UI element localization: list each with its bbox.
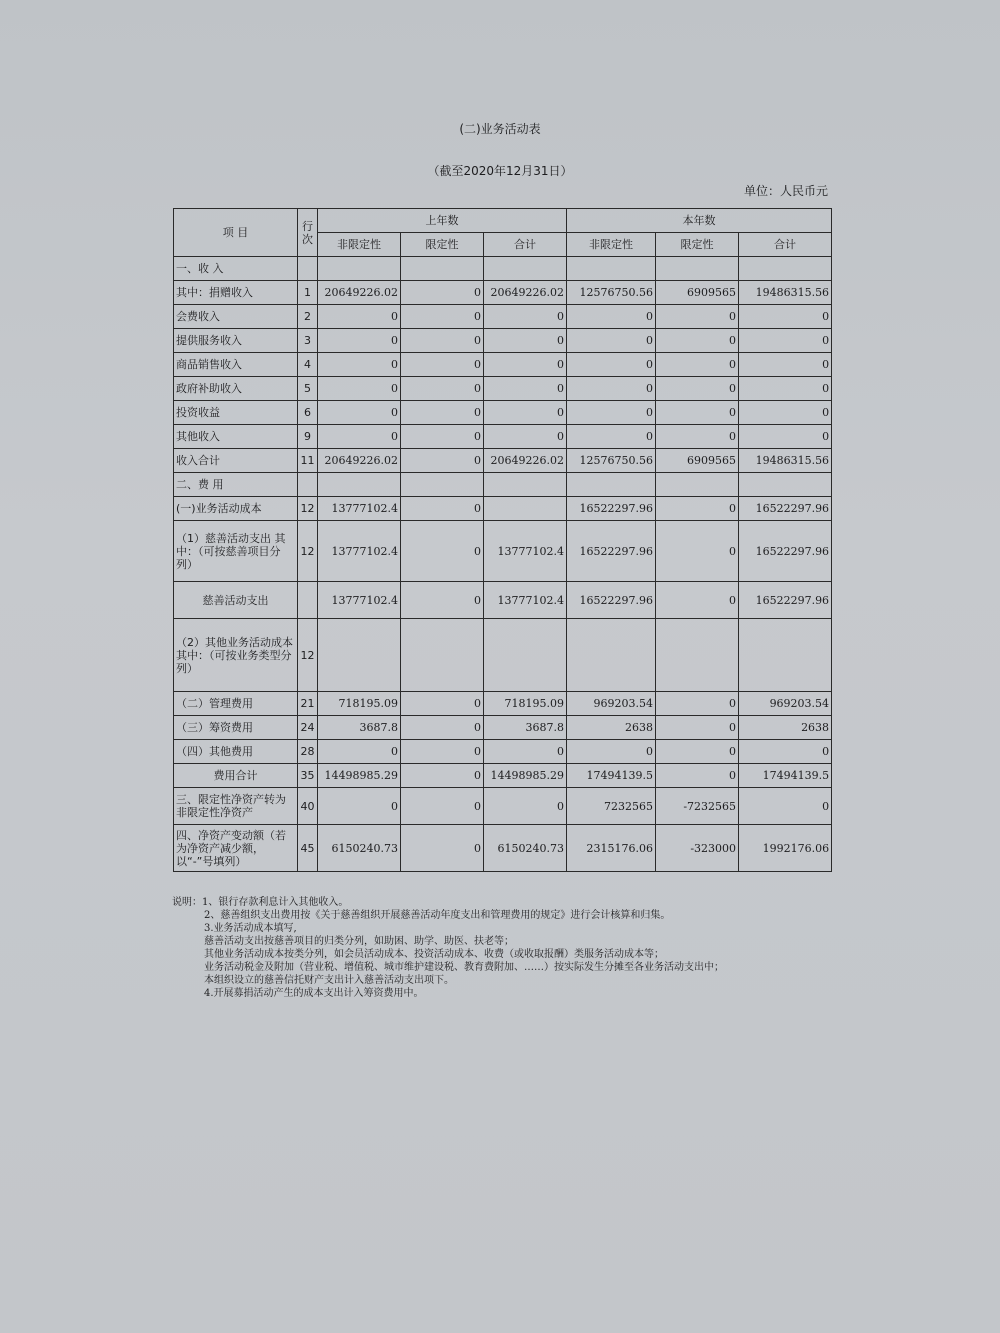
cell-prev-unrestricted: 0: [318, 305, 401, 329]
row-label: 政府补助收入: [174, 377, 298, 401]
table-row: [174, 619, 832, 692]
cell-prev-unrestricted: 0: [318, 740, 401, 764]
cell-this-restricted: 6909565: [656, 449, 739, 473]
table-row: [174, 716, 832, 740]
cell-this-total: 0: [739, 377, 832, 401]
row-line-no: [298, 582, 318, 619]
row-label: 一、收 入: [174, 257, 298, 281]
cell-this-restricted: 0: [656, 497, 739, 521]
cell-this-unrestricted: 0: [567, 353, 656, 377]
cell-this-total: 1992176.06: [739, 825, 832, 872]
row-line-no: 12: [298, 497, 318, 521]
cell-prev-total: 0: [484, 401, 567, 425]
cell-prev-unrestricted: [318, 619, 401, 692]
cell-this-total: 0: [739, 788, 832, 825]
row-label: （二）管理费用: [174, 692, 298, 716]
cell-this-restricted: 0: [656, 582, 739, 619]
cell-prev-unrestricted: 13777102.4: [318, 582, 401, 619]
cell-this-unrestricted: [567, 619, 656, 692]
cell-prev-total: 0: [484, 740, 567, 764]
cell-this-restricted: 6909565: [656, 281, 739, 305]
cell-this-total: [739, 473, 832, 497]
row-label: 会费收入: [174, 305, 298, 329]
table-row: [174, 305, 832, 329]
table-row: [174, 281, 832, 305]
cell-prev-unrestricted: [318, 257, 401, 281]
cell-prev-total: 0: [484, 353, 567, 377]
activity-statement-table: [173, 208, 832, 872]
cell-this-unrestricted: 16522297.96: [567, 521, 656, 582]
table-row: [174, 692, 832, 716]
cell-this-restricted: 0: [656, 764, 739, 788]
cell-prev-restricted: 0: [401, 329, 484, 353]
row-label: （三）筹资费用: [174, 716, 298, 740]
row-line-no: [298, 473, 318, 497]
cell-this-restricted: 0: [656, 305, 739, 329]
cell-prev-restricted: 0: [401, 740, 484, 764]
row-line-no: 4: [298, 353, 318, 377]
cell-prev-unrestricted: 0: [318, 329, 401, 353]
row-label: 提供服务收入: [174, 329, 298, 353]
header-prev-year: 上年数: [318, 209, 567, 233]
cell-prev-restricted: 0: [401, 764, 484, 788]
row-label: 商品销售收入: [174, 353, 298, 377]
cell-prev-total: [484, 619, 567, 692]
cell-prev-restricted: 0: [401, 377, 484, 401]
cell-this-unrestricted: 0: [567, 425, 656, 449]
cell-this-unrestricted: 969203.54: [567, 692, 656, 716]
row-line-no: 2: [298, 305, 318, 329]
cell-this-unrestricted: 2638: [567, 716, 656, 740]
cell-prev-total: 20649226.02: [484, 281, 567, 305]
table-row: [174, 825, 832, 872]
header-prev-unrestricted: 非限定性: [318, 233, 401, 257]
cell-prev-total: 718195.09: [484, 692, 567, 716]
cell-prev-unrestricted: 0: [318, 401, 401, 425]
header-prev-total: 合计: [484, 233, 567, 257]
row-label: 其他收入: [174, 425, 298, 449]
cell-this-total: [739, 257, 832, 281]
row-line-no: 35: [298, 764, 318, 788]
cell-prev-total: 0: [484, 305, 567, 329]
cell-prev-unrestricted: 718195.09: [318, 692, 401, 716]
cell-this-total: 0: [739, 329, 832, 353]
table-row: [174, 353, 832, 377]
cell-prev-restricted: 0: [401, 692, 484, 716]
header-item: 项 目: [174, 209, 298, 257]
note-line: 本组织设立的慈善信托财产支出计入慈善活动支出项下。: [204, 975, 454, 986]
cell-this-total: 0: [739, 305, 832, 329]
row-line-no: 40: [298, 788, 318, 825]
cell-prev-unrestricted: [318, 473, 401, 497]
row-label: 四、净资产变动额（若为净资产减少额，以“-”号填列）: [174, 825, 298, 872]
cell-prev-restricted: 0: [401, 497, 484, 521]
cell-prev-unrestricted: 13777102.4: [318, 497, 401, 521]
row-label: 投资收益: [174, 401, 298, 425]
cell-prev-unrestricted: 6150240.73: [318, 825, 401, 872]
cell-this-restricted: 0: [656, 401, 739, 425]
row-line-no: 1: [298, 281, 318, 305]
header-this-restricted: 限定性: [656, 233, 739, 257]
table-row: [174, 425, 832, 449]
cell-this-total: 0: [739, 740, 832, 764]
row-label: 收入合计: [174, 449, 298, 473]
row-line-no: 11: [298, 449, 318, 473]
cell-this-restricted: 0: [656, 692, 739, 716]
row-line-no: 5: [298, 377, 318, 401]
cell-prev-restricted: 0: [401, 281, 484, 305]
header-this-year: 本年数: [567, 209, 832, 233]
row-label: (一)业务活动成本: [174, 497, 298, 521]
row-label: （四）其他费用: [174, 740, 298, 764]
note-line: 业务活动税金及附加（营业税、增值税、城市维护建设税、教育费附加、……）按实际发生分摊至各业务活动支出中；: [204, 962, 724, 973]
table-row: [174, 449, 832, 473]
table-row: [174, 377, 832, 401]
cell-prev-total: 0: [484, 788, 567, 825]
notes-section: [172, 896, 852, 1000]
cell-this-total: 16522297.96: [739, 497, 832, 521]
cell-prev-restricted: 0: [401, 716, 484, 740]
table-row: [174, 582, 832, 619]
row-line-no: 9: [298, 425, 318, 449]
cell-this-restricted: 0: [656, 377, 739, 401]
row-label: 慈善活动支出: [174, 582, 298, 619]
cell-prev-total: 0: [484, 377, 567, 401]
cell-prev-unrestricted: 13777102.4: [318, 521, 401, 582]
cell-this-total: 19486315.56: [739, 281, 832, 305]
cell-this-unrestricted: 12576750.56: [567, 281, 656, 305]
cell-this-restricted: [656, 619, 739, 692]
cell-this-unrestricted: 17494139.5: [567, 764, 656, 788]
cell-this-restricted: 0: [656, 740, 739, 764]
cell-this-total: 16522297.96: [739, 521, 832, 582]
cell-prev-total: [484, 497, 567, 521]
row-line-no: 3: [298, 329, 318, 353]
cell-prev-total: 6150240.73: [484, 825, 567, 872]
cell-this-restricted: 0: [656, 425, 739, 449]
header-line-no: 行次: [298, 209, 318, 257]
cell-this-total: 2638: [739, 716, 832, 740]
row-line-no: [298, 257, 318, 281]
cell-this-unrestricted: 16522297.96: [567, 497, 656, 521]
table-row: [174, 521, 832, 582]
cell-this-restricted: 0: [656, 329, 739, 353]
cell-this-unrestricted: 16522297.96: [567, 582, 656, 619]
cell-this-restricted: [656, 473, 739, 497]
table-row: [174, 473, 832, 497]
note-line: 慈善活动支出按慈善项目的归类分列，如助困、助学、助医、扶老等；: [204, 936, 514, 947]
cell-prev-unrestricted: 20649226.02: [318, 449, 401, 473]
cell-this-total: 0: [739, 401, 832, 425]
cell-this-unrestricted: [567, 257, 656, 281]
cell-prev-unrestricted: 0: [318, 377, 401, 401]
cell-prev-restricted: [401, 473, 484, 497]
row-label: 其中：捐赠收入: [174, 281, 298, 305]
table-row: [174, 401, 832, 425]
cell-prev-restricted: 0: [401, 825, 484, 872]
row-label: 三、限定性净资产转为非限定性净资产: [174, 788, 298, 825]
cell-prev-restricted: [401, 619, 484, 692]
row-line-no: 12: [298, 521, 318, 582]
row-label: （1）慈善活动支出 其中：（可按慈善项目分列）: [174, 521, 298, 582]
cell-prev-total: [484, 473, 567, 497]
cell-prev-unrestricted: 0: [318, 788, 401, 825]
cell-prev-unrestricted: 0: [318, 353, 401, 377]
row-label: 二、费 用: [174, 473, 298, 497]
cell-prev-total: 14498985.29: [484, 764, 567, 788]
cell-prev-restricted: [401, 257, 484, 281]
report-date: （截至2020年12月31日）: [427, 164, 573, 178]
cell-this-unrestricted: 0: [567, 740, 656, 764]
table-body: [174, 257, 832, 872]
note-line: 说明：1、银行存款利息计入其他收入。: [172, 897, 349, 908]
cell-this-unrestricted: 0: [567, 329, 656, 353]
cell-this-unrestricted: [567, 473, 656, 497]
cell-this-total: 17494139.5: [739, 764, 832, 788]
cell-prev-restricted: 0: [401, 401, 484, 425]
cell-this-restricted: [656, 257, 739, 281]
cell-this-total: 19486315.56: [739, 449, 832, 473]
cell-this-total: 969203.54: [739, 692, 832, 716]
header-prev-restricted: 限定性: [401, 233, 484, 257]
header-this-total: 合计: [739, 233, 832, 257]
cell-prev-total: 13777102.4: [484, 582, 567, 619]
cell-prev-unrestricted: 20649226.02: [318, 281, 401, 305]
cell-this-unrestricted: 12576750.56: [567, 449, 656, 473]
cell-this-restricted: -7232565: [656, 788, 739, 825]
cell-prev-total: 20649226.02: [484, 449, 567, 473]
cell-this-total: [739, 619, 832, 692]
cell-prev-restricted: 0: [401, 449, 484, 473]
table-row: [174, 764, 832, 788]
row-line-no: 24: [298, 716, 318, 740]
cell-prev-restricted: 0: [401, 425, 484, 449]
cell-prev-total: 13777102.4: [484, 521, 567, 582]
cell-prev-restricted: 0: [401, 788, 484, 825]
note-line: 4.开展募捐活动产生的成本支出计入筹资费用中。: [204, 988, 424, 999]
table-row: [174, 740, 832, 764]
note-line: 其他业务活动成本按类分列，如会员活动成本、投资活动成本、收费（或收取报酬）类服务活动成本等；: [204, 949, 664, 960]
row-label: （2）其他业务活动成本 其中：（可按业务类型分列）: [174, 619, 298, 692]
cell-this-total: 16522297.96: [739, 582, 832, 619]
cell-this-unrestricted: 7232565: [567, 788, 656, 825]
cell-prev-total: 0: [484, 329, 567, 353]
cell-prev-restricted: 0: [401, 353, 484, 377]
cell-this-unrestricted: 0: [567, 305, 656, 329]
cell-this-unrestricted: 2315176.06: [567, 825, 656, 872]
cell-this-total: 0: [739, 425, 832, 449]
cell-this-unrestricted: 0: [567, 377, 656, 401]
row-line-no: 45: [298, 825, 318, 872]
cell-prev-unrestricted: 14498985.29: [318, 764, 401, 788]
header-this-unrestricted: 非限定性: [567, 233, 656, 257]
cell-this-restricted: -323000: [656, 825, 739, 872]
row-line-no: 6: [298, 401, 318, 425]
row-label: 费用合计: [174, 764, 298, 788]
cell-this-restricted: 0: [656, 716, 739, 740]
cell-this-total: 0: [739, 353, 832, 377]
table-row: [174, 788, 832, 825]
row-line-no: 12: [298, 619, 318, 692]
row-line-no: 21: [298, 692, 318, 716]
cell-this-restricted: 0: [656, 353, 739, 377]
note-line: 3.业务活动成本填写,: [204, 923, 297, 934]
cell-prev-restricted: 0: [401, 582, 484, 619]
cell-prev-total: [484, 257, 567, 281]
cell-prev-restricted: 0: [401, 305, 484, 329]
report-title: (二)业务活动表: [459, 122, 541, 136]
table-row: [174, 497, 832, 521]
cell-prev-unrestricted: 3687.8: [318, 716, 401, 740]
note-line: 2、慈善组织支出费用按《关于慈善组织开展慈善活动年度支出和管理费用的规定》进行会计核算和归集。: [204, 910, 671, 921]
table-row: [174, 257, 832, 281]
table-row: [174, 329, 832, 353]
cell-prev-unrestricted: 0: [318, 425, 401, 449]
cell-this-restricted: 0: [656, 521, 739, 582]
cell-prev-total: 3687.8: [484, 716, 567, 740]
row-line-no: 28: [298, 740, 318, 764]
cell-this-unrestricted: 0: [567, 401, 656, 425]
cell-prev-restricted: 0: [401, 521, 484, 582]
cell-prev-total: 0: [484, 425, 567, 449]
currency-unit: 单位：人民币元: [743, 184, 828, 198]
